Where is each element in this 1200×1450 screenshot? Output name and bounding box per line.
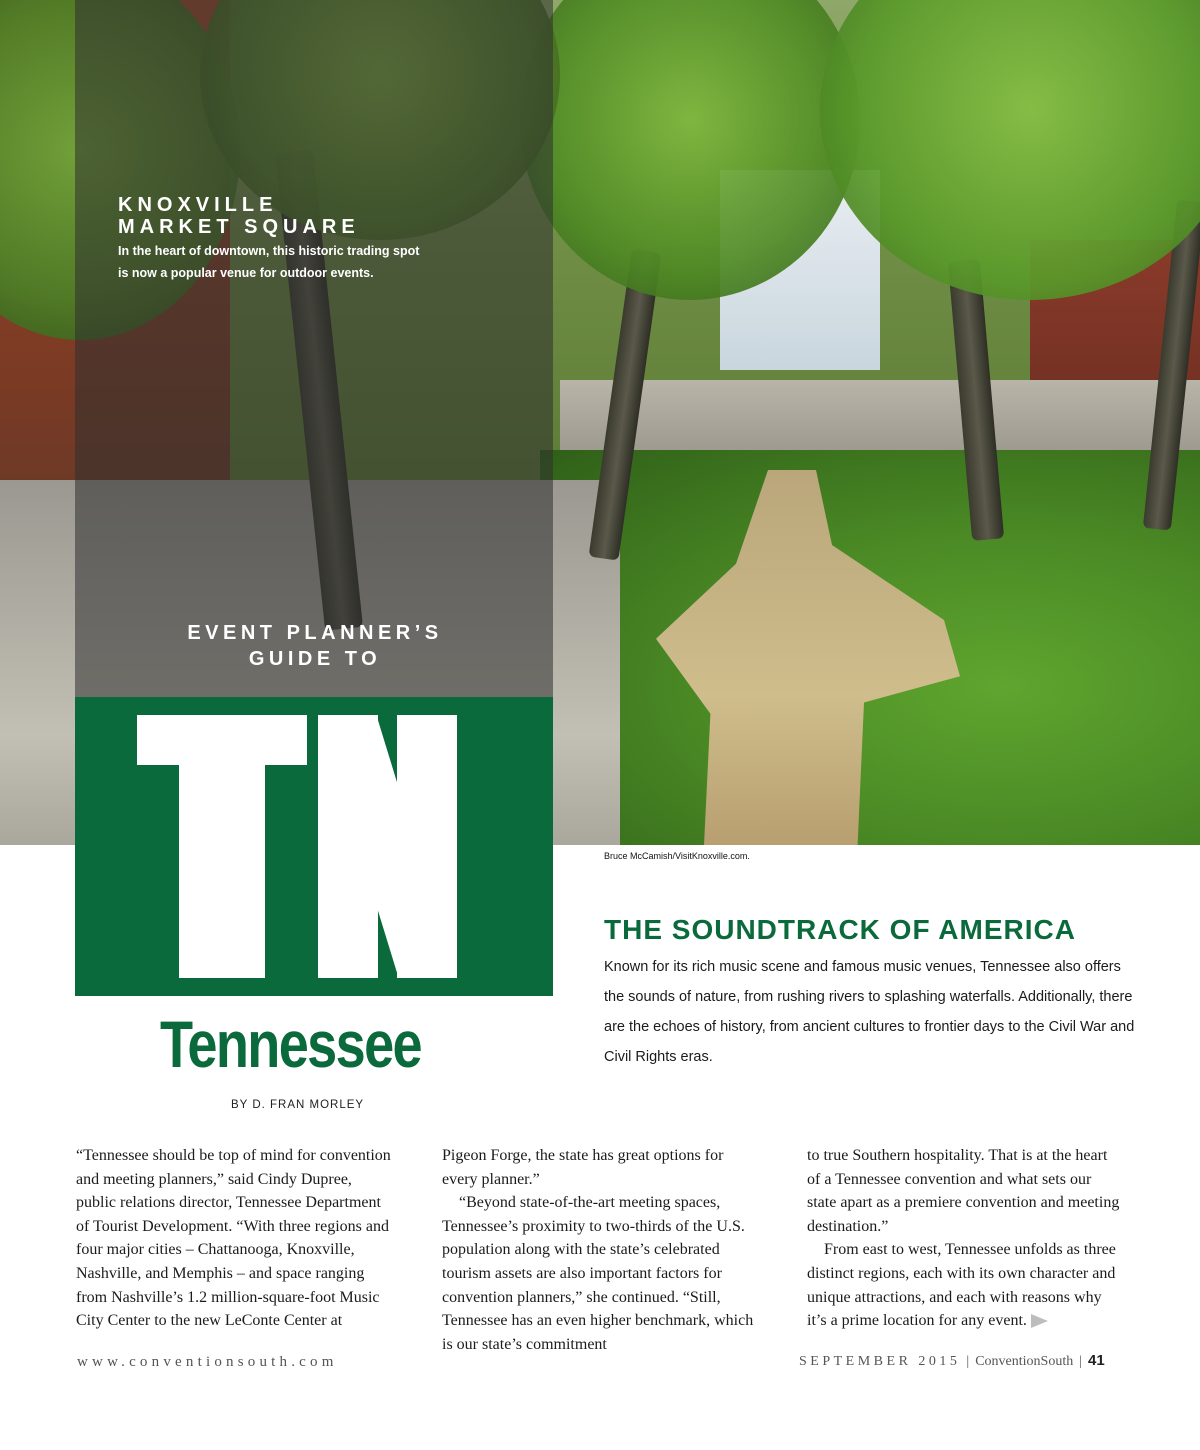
paragraph: “Beyond state-of-the-art meeting spaces, Tennessee’s proximity to two-thirds of the U.S. population along with the state’s celebrated tourism assets are also important factors for convention planners,” she continued. “Still, Tennessee has an even higher benchmark, which is our state’s commitment bbox=[442, 1194, 754, 1353]
page-number: 41 bbox=[1088, 1352, 1105, 1369]
issue-date: SEPTEMBER 2015 bbox=[799, 1354, 961, 1369]
paragraph: Pigeon Forge, the state has great options for every planner.” bbox=[442, 1147, 724, 1188]
caption-title: KNOXVILLE bbox=[118, 194, 278, 216]
state-title: Tennessee bbox=[160, 1007, 422, 1081]
paragraph: “Tennessee should be top of mind for convention and meeting planners,” said Cindy Dupree, public relations director, Tennessee Department of Tourist Development. “With three regions and four major cities – Chattanooga, Knoxville, Nashville, and Memphis – and space ranging from Nashville’s 1.2 million-square-foot Music City Center to the new LeConte Center at bbox=[76, 1147, 391, 1330]
footer-url: www.conventionsouth.com bbox=[77, 1354, 338, 1370]
footer-folio: SEPTEMBER 2015 | ConventionSouth | 41 bbox=[799, 1352, 1105, 1369]
street bbox=[560, 380, 1200, 460]
tn-wordmark bbox=[75, 697, 553, 996]
photo-caption bbox=[118, 194, 538, 284]
paragraph: From east to west, Tennessee unfolds as three distinct regions, each with its own character and unique attractions, and each with reasons why it’s a prime location for any event. bbox=[807, 1241, 1116, 1330]
byline: BY D. FRAN MORLEY bbox=[231, 1099, 365, 1111]
tn-title-block bbox=[75, 697, 553, 996]
section-heading: THE SOUNDTRACK OF AMERICA bbox=[604, 914, 1076, 945]
arrow-right-icon bbox=[1031, 1314, 1048, 1328]
guide-label bbox=[150, 620, 480, 672]
paragraph-wrap bbox=[807, 1238, 1123, 1332]
overlay-panel bbox=[75, 0, 553, 697]
section-intro: Known for its rich music scene and famous music venues, Tennessee also offers the sounds of nature, from rushing rivers to splashing waterfalls. Additionally, there are the echoes of history, from ancient cultures to frontier days to the Civil War and Civil Rights eras. bbox=[604, 959, 1135, 1065]
caption-description: In the heart of downtown, this historic trading spot is now a popular venue for outdoor events. bbox=[118, 244, 420, 280]
body-column bbox=[76, 1144, 392, 1333]
paragraph: to true Southern hospitality. That is at the heart of a Tennessee convention and what sets our state apart as a premiere convention and meeting destination.” bbox=[807, 1147, 1120, 1235]
guide-label-line: GUIDE TO bbox=[248, 648, 382, 670]
caption-title: MARKET SQUARE bbox=[118, 216, 360, 238]
body-column bbox=[442, 1144, 758, 1356]
guide-label-line: EVENT PLANNER’S bbox=[187, 622, 443, 644]
publication-name: ConventionSouth bbox=[975, 1354, 1074, 1369]
body-column bbox=[807, 1144, 1123, 1333]
photo-credit: Bruce McCamish/VisitKnoxville.com. bbox=[604, 851, 750, 861]
